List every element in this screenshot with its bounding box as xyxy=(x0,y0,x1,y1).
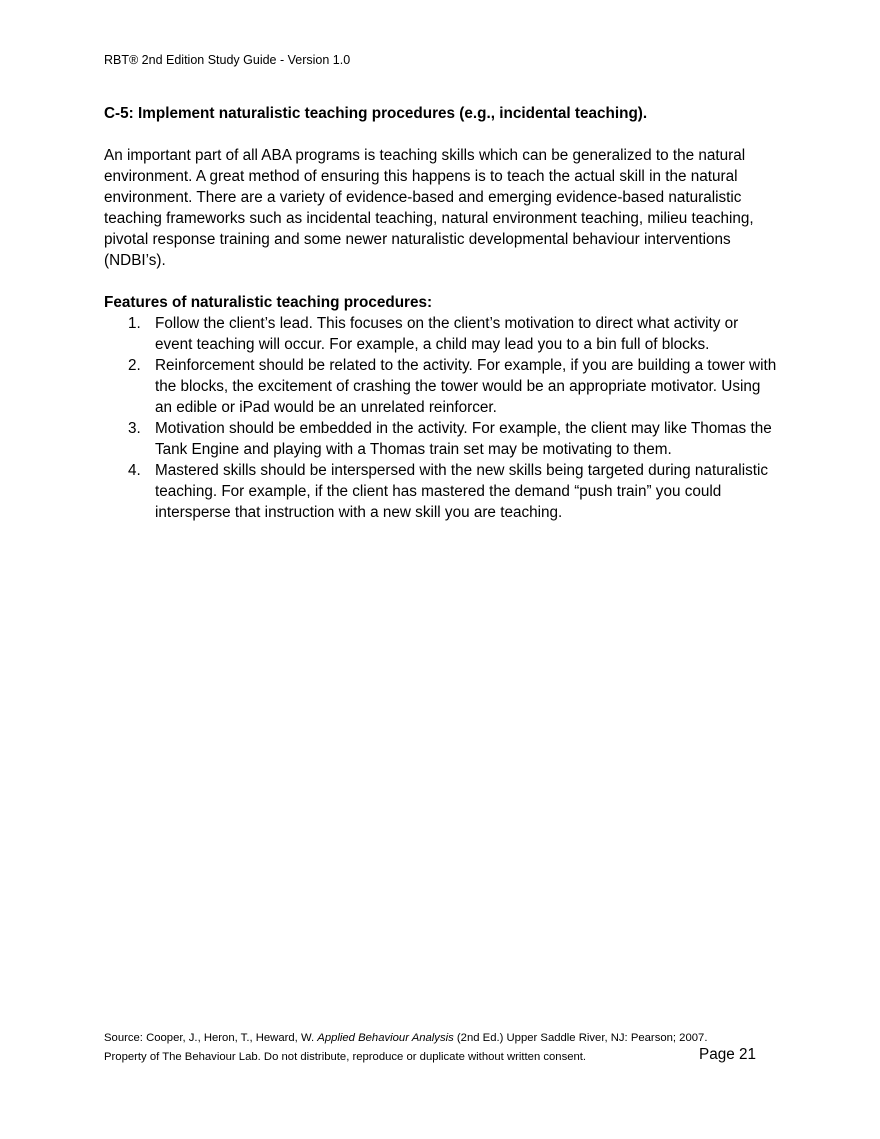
main-content xyxy=(104,103,784,523)
running-header: RBT® 2nd Edition Study Guide - Version 1.0 xyxy=(104,53,351,67)
source-title: Applied Behaviour Analysis xyxy=(317,1032,454,1044)
list-item-text: Reinforcement should be related to the activity. For example, if you are building a tower with the blocks, the excitement of crashing the tower would be an appropriate motivator. Using an edible or iPad would be an unrelated reinforcer. xyxy=(155,357,777,416)
list-item-text: Follow the client’s lead. This focuses on the client’s motivation to direct what activity or event teaching will occur. For example, a child may lead you to a bin full of blocks. xyxy=(155,315,739,353)
list-item xyxy=(104,460,777,523)
list-item-number: 2. xyxy=(128,357,141,374)
list-item-text: Mastered skills should be interspersed with the new skills being targeted during naturalistic teaching. For example, if the client has mastered the demand “push train” you could intersperse that instruction with a new skill you are teaching. xyxy=(155,462,769,521)
intro-paragraph: An important part of all ABA programs is teaching skills which can be generalized to the natural environment. A great method of ensuring this happens is to teach the actual skill in the natural environment. There are a variety of evidence-based and emerging evidence-based naturalistic teaching frameworks such as incidental teaching, natural environment teaching, milieu teaching, pivotal response training and some newer naturalistic developmental behaviour interventions (NDBI’s). xyxy=(104,147,754,269)
list-item xyxy=(104,355,777,418)
list-item xyxy=(104,313,777,355)
footer-property-notice: Property of The Behaviour Lab. Do not distribute, reproduce or duplicate without written consent. xyxy=(104,1051,587,1063)
section-heading: C-5: Implement naturalistic teaching procedures (e.g., incidental teaching). xyxy=(104,105,648,122)
page-number: Page 21 xyxy=(699,1046,756,1063)
list-item-text: Motivation should be embedded in the activity. For example, the client may like Thomas the Tank Engine and playing with a Thomas train set may be motivating to them. xyxy=(155,420,772,458)
source-prefix: Source: Cooper, J., Heron, T., Heward, W. xyxy=(104,1032,318,1044)
features-heading: Features of naturalistic teaching procedures: xyxy=(104,294,433,311)
source-suffix: (2nd Ed.) Upper Saddle River, NJ: Pearson; 2007. xyxy=(453,1032,708,1044)
list-item-number: 4. xyxy=(128,462,141,479)
list-item xyxy=(104,418,777,460)
list-item-number: 3. xyxy=(128,420,141,437)
list-item-number: 1. xyxy=(128,315,141,332)
footer-source-citation xyxy=(104,1031,707,1045)
features-list xyxy=(104,313,784,523)
